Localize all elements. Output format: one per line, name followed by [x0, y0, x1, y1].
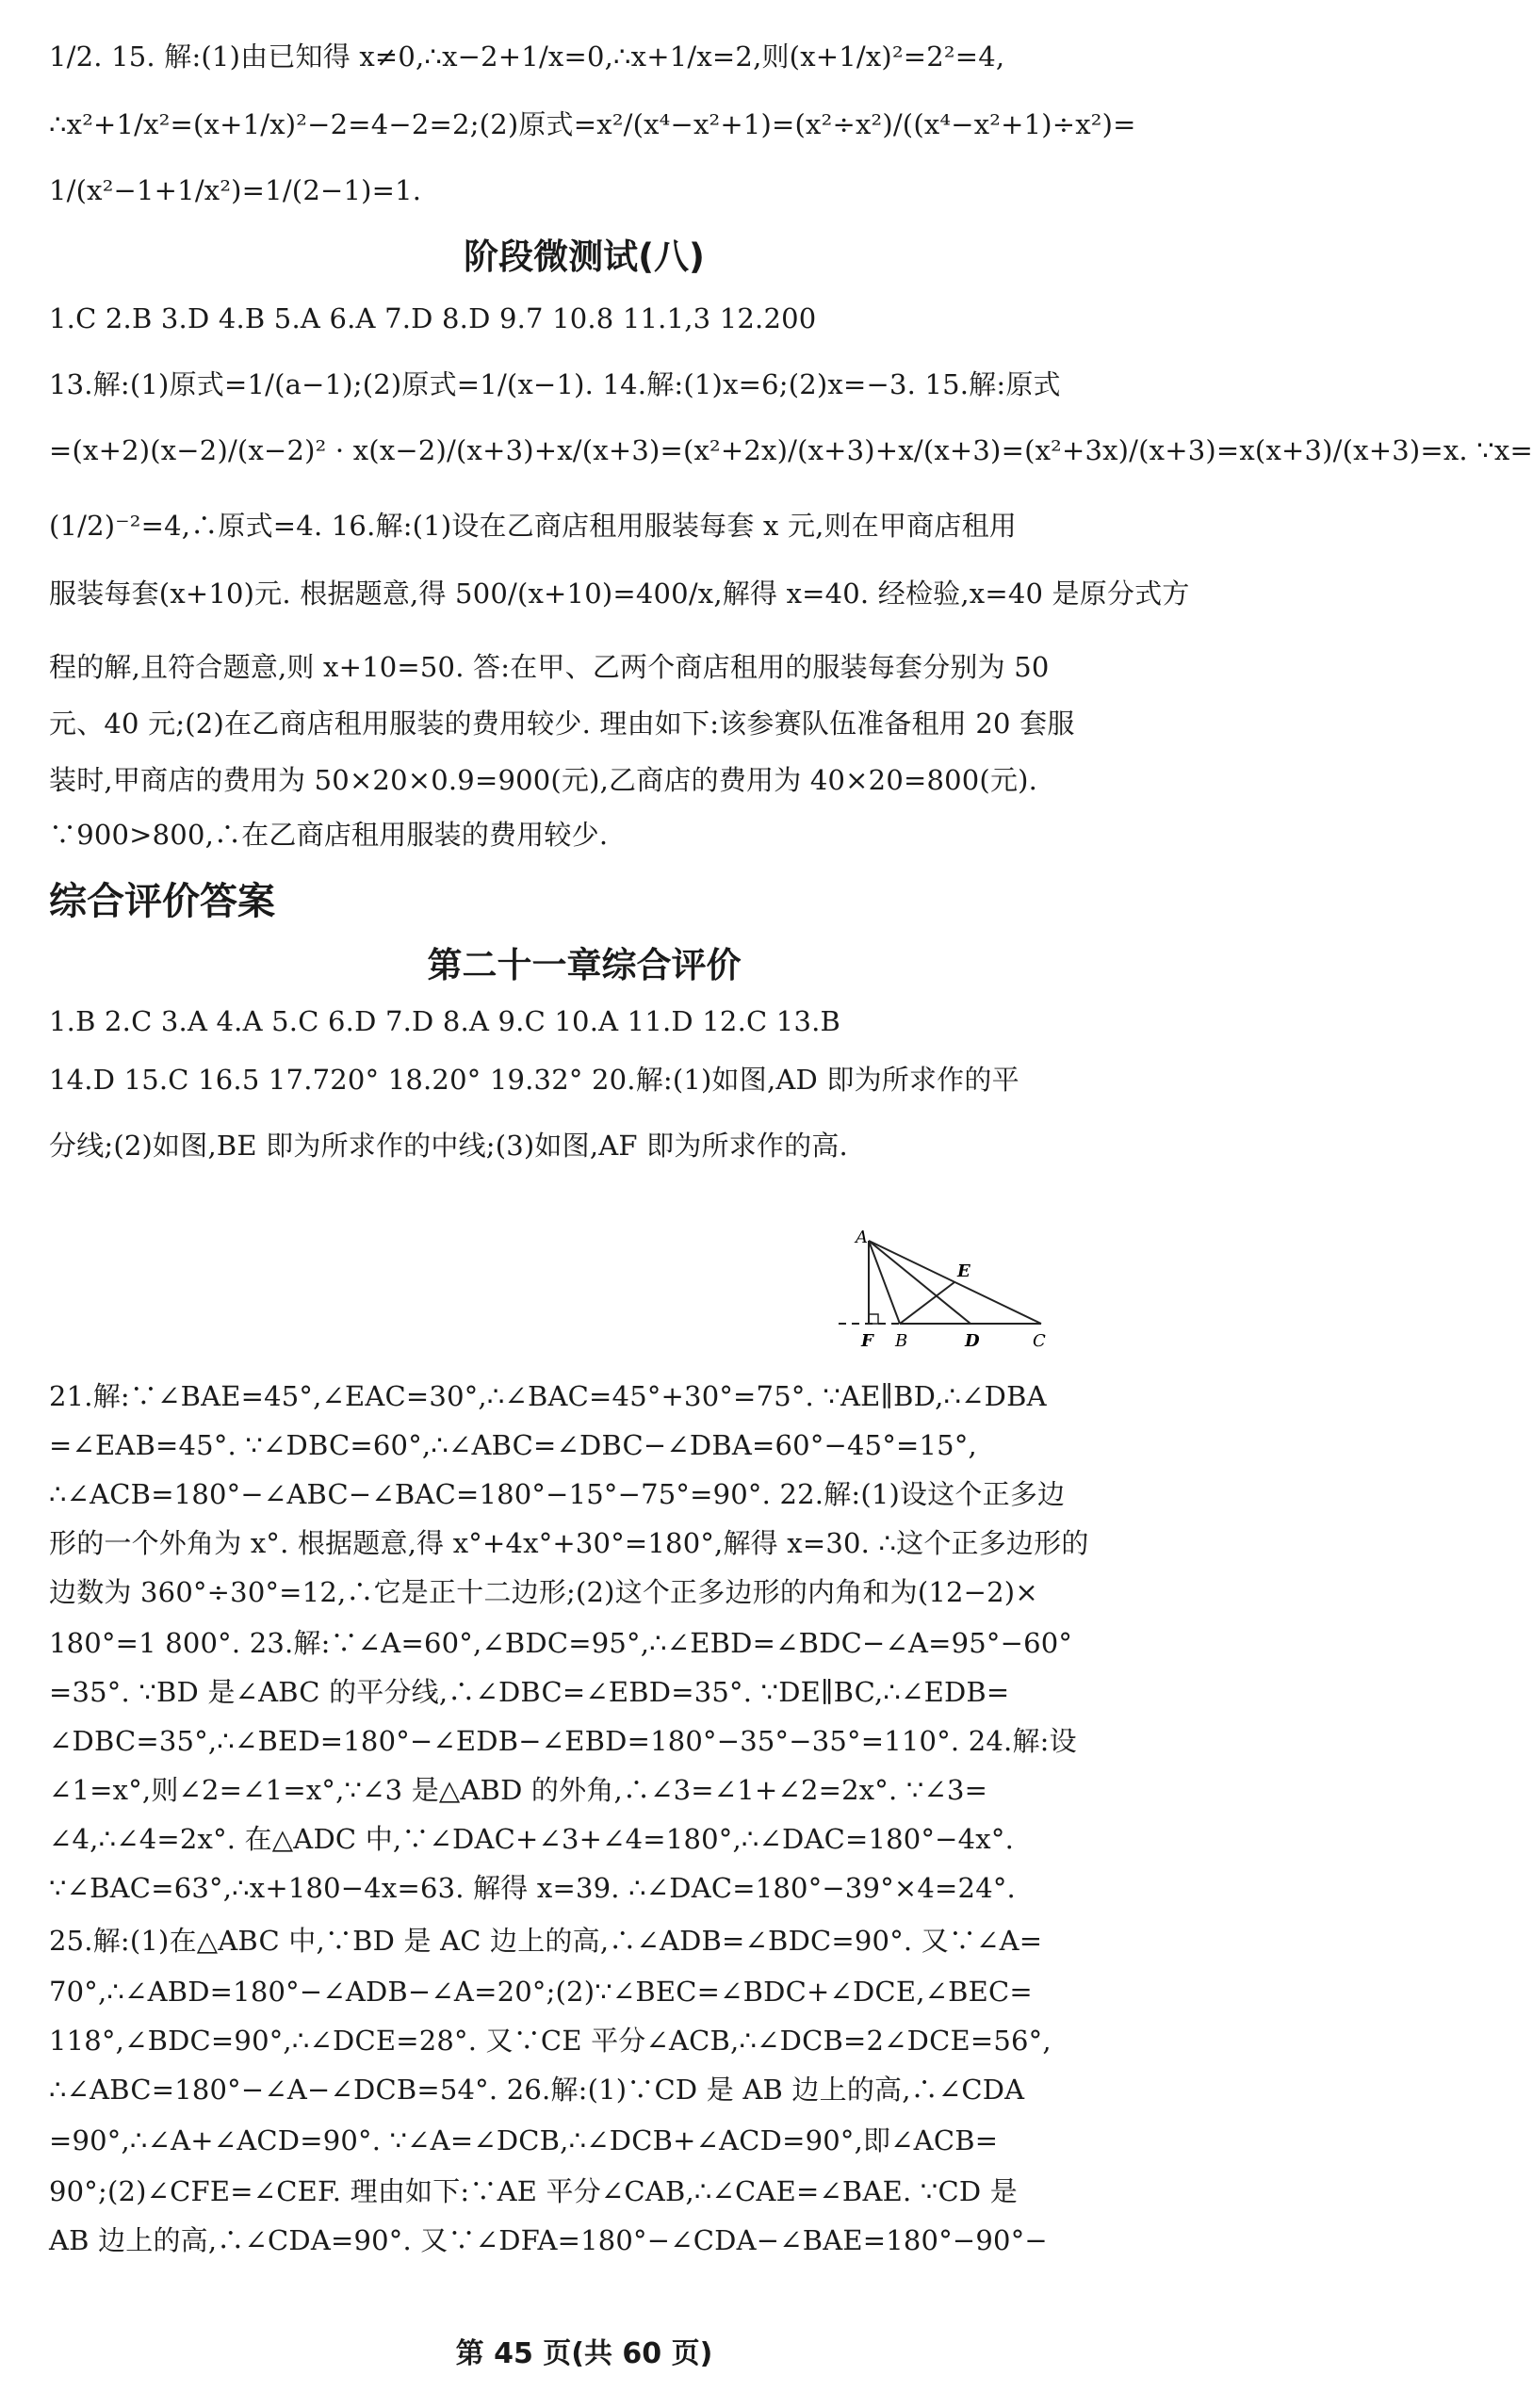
label-b: B — [895, 1331, 908, 1351]
text-line: ∴x²+1/x²=(x+1/x)²−2=4−2=2;(2)原式=x²/(x⁴−x²+1)=(x²÷x²)/((x⁴−x²+1)÷x²)= — [49, 108, 1136, 140]
right-angle-mark — [869, 1314, 878, 1324]
answer-line: 14.D 15.C 16.5 17.720° 18.20° 19.32° 20.解:(1)如图,AD 即为所求作的平 — [49, 1064, 1019, 1096]
text-line: 装时,甲商店的费用为 50×20×0.9=900(元),乙商店的费用为 40×20=800(元). — [49, 764, 1038, 796]
text-line: 25.解:(1)在△ABC 中,∵BD 是 AC 边上的高,∴∠ADB=∠BDC=90°. 又∵∠A= — [49, 1925, 1043, 1957]
label-c: C — [1033, 1331, 1046, 1351]
text-line: 70°,∴∠ABD=180°−∠ADB−∠A=20°;(2)∵∠BEC=∠BDC+∠DCE,∠BEC= — [49, 1976, 1033, 2008]
label-a: A — [856, 1228, 868, 1247]
text-line: 180°=1 800°. 23.解:∵∠A=60°,∠BDC=95°,∴∠EBD=∠BDC−∠A=95°−60° — [49, 1627, 1073, 1659]
triangle-figure — [829, 1229, 1046, 1352]
big-title: 综合评价答案 — [49, 880, 275, 923]
text-line: =35°. ∵BD 是∠ABC 的平分线,∴∠DBC=∠EBD=35°. ∵DE∥BC,∴∠EDB= — [49, 1676, 1010, 1708]
text-line: ∠1=x°,则∠2=∠1=x°,∵∠3 是△ABD 的外角,∴∠3=∠1+∠2=2x°. ∵∠3= — [49, 1774, 988, 1806]
text-line: ∠DBC=35°,∴∠BED=180°−∠EDB−∠EBD=180°−35°−35°=110°. 24.解:设 — [49, 1725, 1077, 1757]
text-line: 21.解:∵∠BAE=45°,∠EAC=30°,∴∠BAC=45°+30°=75°. ∵AE∥BD,∴∠DBA — [49, 1380, 1047, 1412]
text-line: =∠EAB=45°. ∵∠DBC=60°,∴∠ABC=∠DBC−∠DBA=60°−45°=15°, — [49, 1429, 977, 1461]
text-line: ∴∠ACB=180°−∠ABC−∠BAC=180°−15°−75°=90°. 22.解:(1)设这个正多边 — [49, 1478, 1066, 1510]
label-d: D — [965, 1331, 980, 1351]
label-f: F — [861, 1331, 873, 1351]
text-line: 服装每套(x+10)元. 根据题意,得 500/(x+10)=400/x,解得 x=40. 经检验,x=40 是原分式方 — [49, 578, 1190, 610]
text-line: ∵∠BAC=63°,∴x+180−4x=63. 解得 x=39. ∴∠DAC=180°−39°×4=24°. — [49, 1872, 1016, 1904]
text-line: 118°,∠BDC=90°,∴∠DCE=28°. 又∵CE 平分∠ACB,∴∠DCB=2∠DCE=56°, — [49, 2025, 1052, 2057]
text-line: 程的解,且符合题意,则 x+10=50. 答:在甲、乙两个商店租用的服装每套分别为 50 — [49, 651, 1050, 683]
text-line: 边数为 360°÷30°=12,∴它是正十二边形;(2)这个正多边形的内角和为(12−2)× — [49, 1576, 1038, 1608]
text-line: ∠4,∴∠4=2x°. 在△ADC 中,∵∠DAC+∠3+∠4=180°,∴∠DAC=180°−4x°. — [49, 1823, 1014, 1855]
text-line: (1/2)⁻²=4,∴原式=4. 16.解:(1)设在乙商店租用服装每套 x 元,则在甲商店租用 — [49, 510, 1017, 542]
text-line: =90°,∴∠A+∠ACD=90°. ∵∠A=∠DCB,∴∠DCB+∠ACD=90°,即∠ACB= — [49, 2124, 999, 2156]
answer-line: 1.C 2.B 3.D 4.B 5.A 6.A 7.D 8.D 9.7 10.8 11.1,3 12.200 — [49, 302, 817, 334]
text-line: 13.解:(1)原式=1/(a−1);(2)原式=1/(x−1). 14.解:(1)x=6;(2)x=−3. 15.解:原式 — [49, 368, 1061, 400]
text-line: 1/2. 15. 解:(1)由已知得 x≠0,∴x−2+1/x=0,∴x+1/x=2,则(x+1/x)²=2²=4, — [49, 41, 1005, 73]
answer-line: 1.B 2.C 3.A 4.A 5.C 6.D 7.D 8.A 9.C 10.A 11.D 12.C 13.B — [49, 1005, 841, 1037]
text-line: ∵900>800,∴在乙商店租用服装的费用较少. — [49, 819, 609, 851]
text-line: 形的一个外角为 x°. 根据题意,得 x°+4x°+30°=180°,解得 x=30. ∴这个正多边形的 — [49, 1527, 1089, 1559]
text-line: =(x+2)(x−2)/(x−2)² · x(x−2)/(x+3)+x/(x+3)=(x²+2x)/(x+3)+x/(x+3)=(x²+3x)/(x+3)=x(x+3)/(x+3)=x. ∵x= — [49, 434, 1533, 466]
text-line: AB 边上的高,∴∠CDA=90°. 又∵∠DFA=180°−∠CDA−∠BAE=180°−90°− — [49, 2224, 1048, 2256]
text-line: ∴∠ABC=180°−∠A−∠DCB=54°. 26.解:(1)∵CD 是 AB 边上的高,∴∠CDA — [49, 2074, 1025, 2106]
label-e: E — [957, 1261, 970, 1281]
text-line: 元、40 元;(2)在乙商店租用服装的费用较少. 理由如下:该参赛队伍准备租用 20 套服 — [49, 708, 1075, 740]
text-line: 1/(x²−1+1/x²)=1/(2−1)=1. — [49, 174, 422, 206]
text-line: 90°;(2)∠CFE=∠CEF. 理由如下:∵AE 平分∠CAB,∴∠CAE=∠BAE. ∵CD 是 — [49, 2175, 1018, 2207]
section-title: 阶段微测试(八) — [464, 236, 705, 277]
chapter-title: 第二十一章综合评价 — [427, 945, 742, 985]
page-footer: 第 45 页(共 60 页) — [455, 2337, 713, 2370]
text-line: 分线;(2)如图,BE 即为所求作的中线;(3)如图,AF 即为所求作的高. — [49, 1130, 848, 1162]
